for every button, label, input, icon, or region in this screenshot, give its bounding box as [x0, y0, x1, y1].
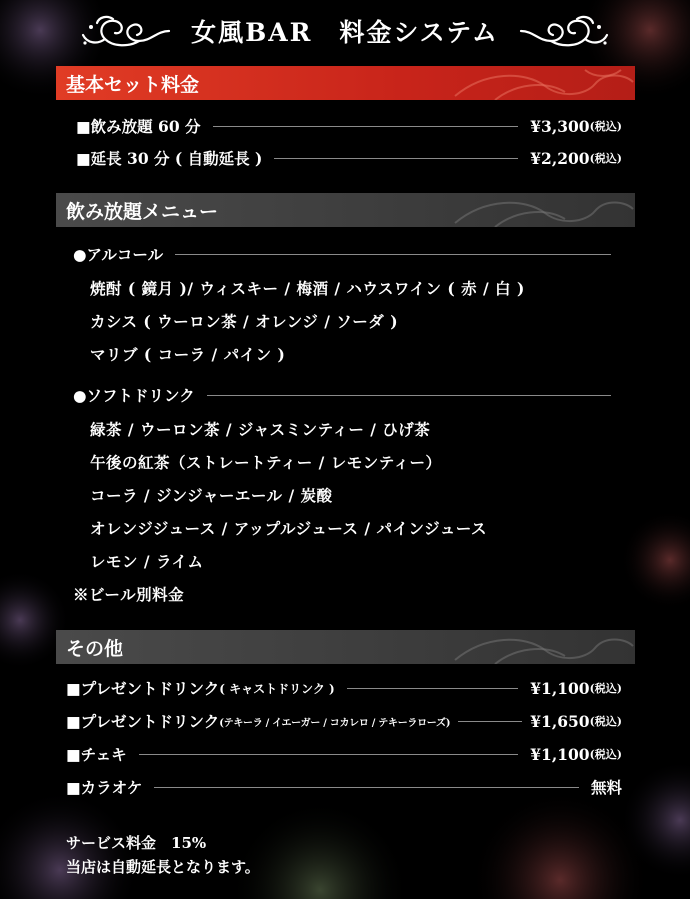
category-title: ●ソフトドリンク	[73, 386, 195, 405]
item-price: 無料	[590, 778, 622, 797]
item-label: ■チェキ	[66, 745, 127, 764]
item-label: ■プレゼントドリンク	[66, 712, 220, 731]
price-row	[66, 743, 622, 765]
section-basic-set	[56, 66, 635, 100]
tax-note: (税込)	[589, 152, 622, 165]
leader-line	[154, 787, 579, 788]
item-label: ■延長 30 分 ( 自動延長 )	[76, 149, 263, 168]
swirl-ornament-icon	[435, 193, 635, 227]
beer-note: ※ビール別料金	[73, 585, 185, 604]
tax-note: (税込)	[589, 120, 622, 133]
tax-note: (税込)	[589, 748, 622, 761]
item-price: ¥2,200	[530, 148, 590, 168]
item-price: ¥3,300	[530, 116, 590, 136]
leader-line	[175, 254, 611, 255]
price-row	[76, 147, 622, 169]
item-label: ■飲み放題 60 分	[76, 117, 201, 136]
section-title: 飲み放題メニュー	[66, 200, 219, 223]
page-title: 女風BAR 料金システム	[191, 18, 499, 47]
page-header	[0, 8, 690, 54]
price-row	[76, 115, 622, 137]
leader-line	[347, 688, 519, 689]
service-charge-text: サービス料金 15%	[66, 834, 207, 852]
tax-note: (税込)	[589, 682, 622, 695]
section-title: 基本セット料金	[66, 73, 200, 96]
menu-line: 午後の紅茶（ストレートティー / レモンティー）	[90, 453, 442, 472]
category-soft-drink	[73, 384, 623, 406]
menu-line: マリブ ( コーラ / パイン )	[90, 345, 286, 364]
item-sub: ( キャストドリンク )	[219, 681, 335, 696]
menu-line: カシス ( ウーロン茶 / オレンジ / ソーダ )	[90, 312, 399, 331]
section-drink-menu	[56, 193, 635, 227]
item-sub: (テキーラ / イエーガー / コカレロ / テキーラローズ)	[219, 717, 451, 729]
section-title: その他	[66, 637, 124, 660]
menu-line: 焼酎 ( 鏡月 )/ ウィスキー / 梅酒 / ハウスワイン ( 赤 / 白 )	[90, 279, 525, 298]
category-title: ●アルコール	[73, 245, 164, 264]
item-label: ■カラオケ	[66, 778, 143, 797]
item-price: ¥1,100	[530, 744, 590, 764]
leader-line	[213, 126, 519, 127]
menu-line: オレンジジュース / アップルジュース / パインジュース	[90, 519, 488, 538]
category-alcohol	[73, 243, 623, 265]
leader-line	[139, 754, 519, 755]
price-row	[66, 710, 622, 732]
item-price: ¥1,650	[530, 711, 590, 731]
swirl-ornament-icon	[435, 66, 635, 100]
section-other	[56, 630, 635, 664]
menu-line: 緑茶 / ウーロン茶 / ジャスミンティー / ひげ茶	[90, 420, 431, 439]
item-label: ■プレゼントドリンク	[66, 679, 220, 698]
auto-extension-text: 当店は自動延長となります。	[66, 858, 260, 876]
swirl-ornament-icon	[435, 630, 635, 664]
price-row	[66, 776, 622, 798]
leader-line	[458, 721, 522, 722]
menu-line: コーラ / ジンジャーエール / 炭酸	[90, 486, 333, 505]
right-flourish-icon	[517, 11, 613, 51]
leader-line	[274, 158, 518, 159]
price-row	[66, 677, 622, 699]
tax-note: (税込)	[589, 715, 622, 728]
left-flourish-icon	[77, 11, 173, 51]
menu-line: レモン / ライム	[90, 552, 204, 571]
item-price: ¥1,100	[530, 678, 590, 698]
leader-line	[207, 395, 611, 396]
